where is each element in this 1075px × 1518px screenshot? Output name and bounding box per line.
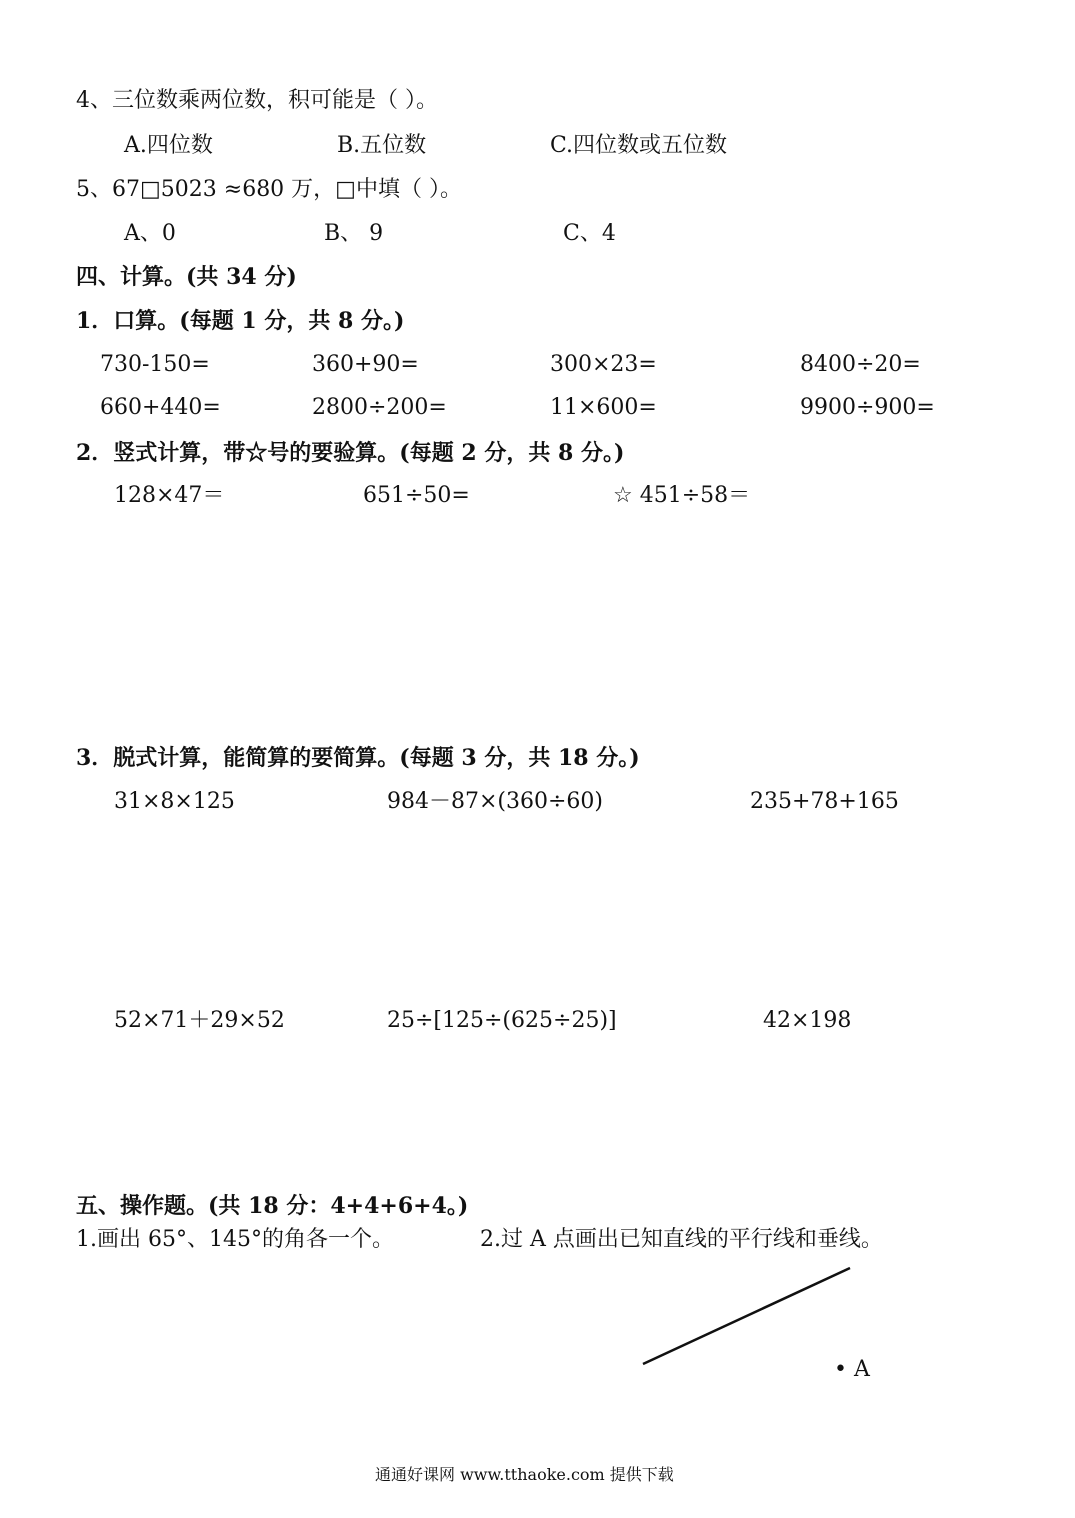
question-4-option-c: C.四位数或五位数 — [550, 133, 728, 158]
given-straight-line — [643, 1268, 850, 1364]
mental-item: 360+90= — [312, 352, 419, 377]
stepwise-calc-item: 52×71＋29×52 — [114, 1008, 285, 1033]
stepwise-calc-item: 984－87×(360÷60) — [387, 789, 604, 814]
question-4-stem: 4、三位数乘两位数，积可能是（ ）。 — [76, 88, 438, 113]
operation-q2: 2.过 A 点画出已知直线的平行线和垂线。 — [480, 1227, 883, 1252]
mental-item: 11×600= — [550, 395, 657, 420]
stepwise-calc-item: 42×198 — [763, 1008, 852, 1033]
question-4-option-a: A.四位数 — [124, 133, 213, 158]
question-5-option-c: C、4 — [563, 221, 616, 246]
question-5-option-a: A、0 — [124, 221, 176, 246]
stepwise-calc-item: 25÷[125÷(625÷25)] — [387, 1008, 617, 1033]
vertical-calc-item: 128×47＝ — [114, 483, 225, 508]
footer-text: 通通好课网 www.tthaoke.com 提供下载 — [375, 1465, 674, 1484]
vertical-calc-item: ☆ 451÷58＝ — [613, 483, 751, 508]
operation-q1: 1.画出 65°、145°的角各一个。 — [76, 1227, 394, 1252]
section-5-title: 五、操作题。(共 18 分：4+4+6+4。) — [76, 1193, 469, 1219]
vertical-calc-item: 651÷50= — [363, 483, 470, 508]
point-a-label: • A — [834, 1357, 870, 1382]
stepwise-calc-item: 235+78+165 — [750, 789, 899, 814]
mental-item: 9900÷900= — [800, 395, 935, 420]
mental-item: 730-150= — [100, 352, 210, 377]
question-5-option-b: B、 9 — [324, 221, 384, 246]
stepwise-calc-item: 31×8×125 — [114, 789, 235, 814]
part-2-title: 2．竖式计算，带☆号的要验算。(每题 2 分，共 8 分。) — [76, 440, 625, 466]
mental-item: 300×23= — [550, 352, 657, 377]
question-4-option-b: B.五位数 — [337, 133, 427, 158]
mental-item: 2800÷200= — [312, 395, 447, 420]
mental-item: 660+440= — [100, 395, 221, 420]
mental-item: 8400÷20= — [800, 352, 921, 377]
part-1-title: 1．口算。(每题 1 分，共 8 分。) — [76, 308, 405, 334]
section-4-title: 四、计算。(共 34 分) — [76, 264, 297, 290]
part-3-title: 3．脱式计算，能简算的要简算。(每题 3 分，共 18 分。) — [76, 745, 640, 771]
question-5-stem: 5、67□5023 ≈680 万，□中填（ ）。 — [76, 177, 462, 202]
